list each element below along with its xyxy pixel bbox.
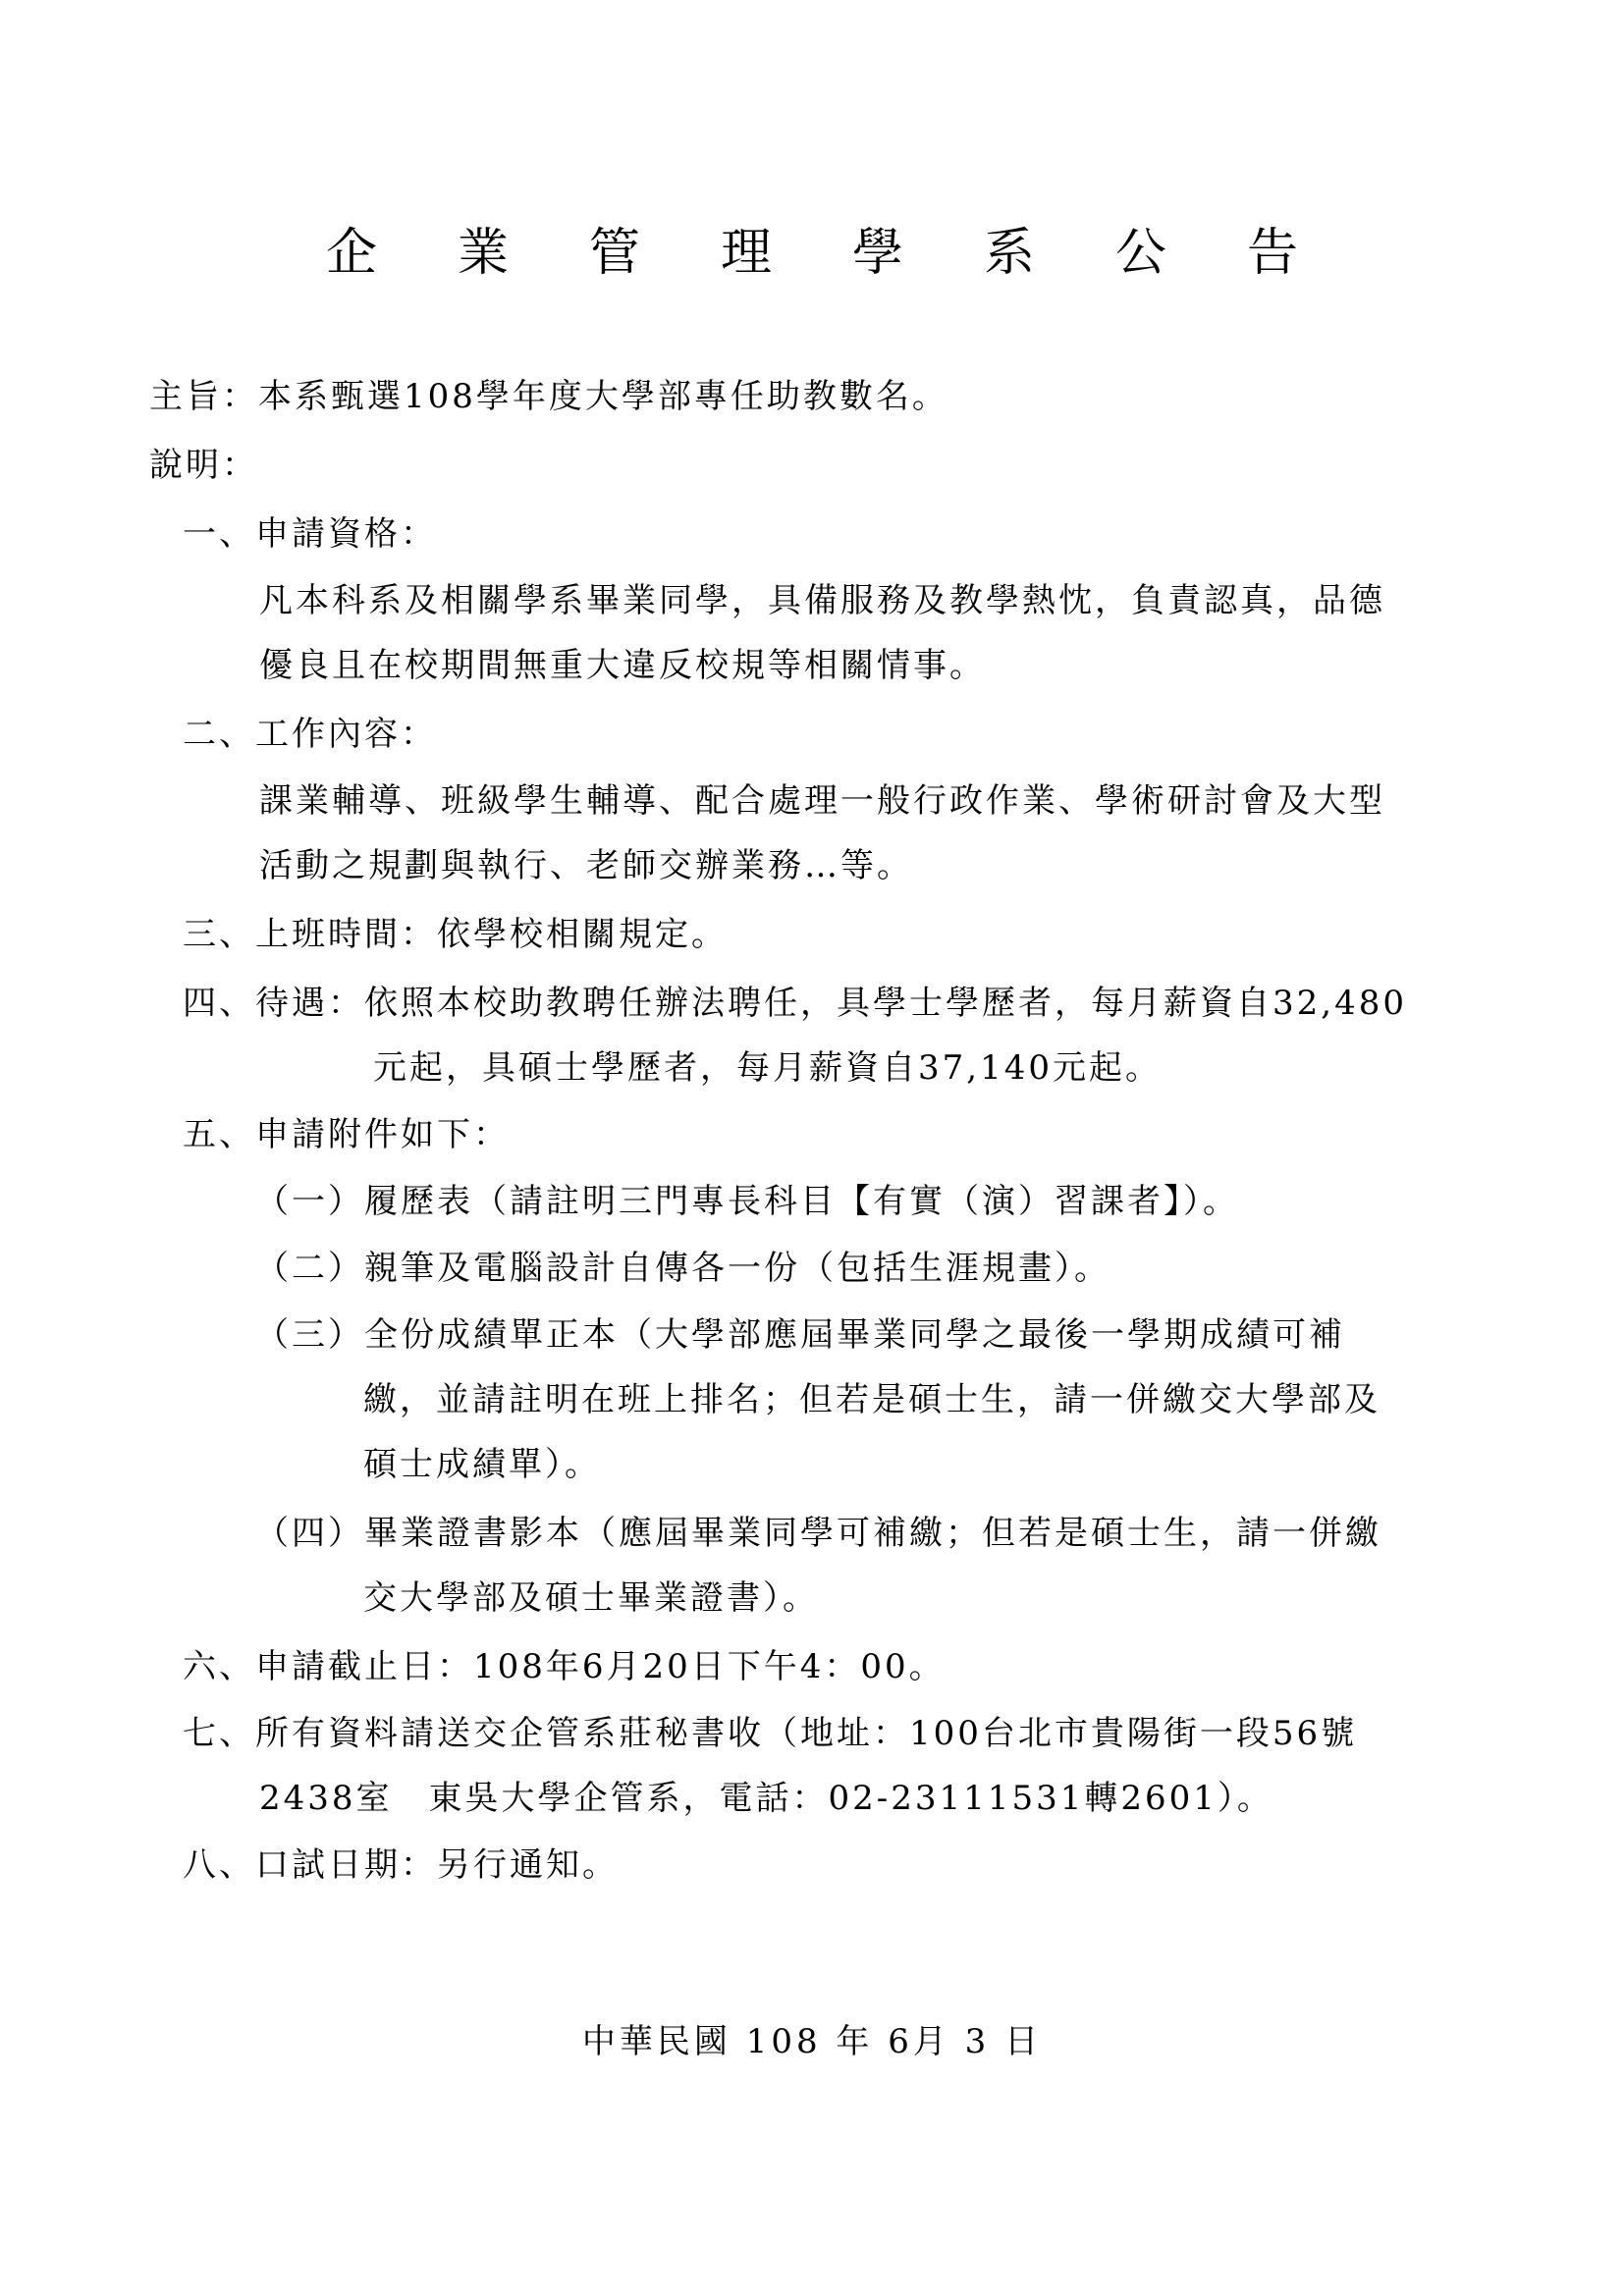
attachment-1: （一）履歷表（請註明三門專長科目【有實（演）習課者】）。	[255, 1182, 1239, 1221]
item-5-heading: 五、申請附件如下：	[183, 1115, 510, 1154]
announcement-date: 中華民國 108 年 6月 3 日	[581, 2022, 1043, 2061]
item-1-heading: 一、申請資格：	[183, 514, 437, 554]
item-2-text: 活動之規劃與執行、老師交辦業務…等。	[259, 846, 913, 885]
item-6: 六、申請截止日：108年6月20日下午4：00。	[183, 1647, 946, 1686]
item-3: 三、上班時間：依學校相關規定。	[183, 915, 728, 954]
page-title: 企業管理學系公告	[325, 224, 1379, 283]
attachment-3-text: 繳，並請註明在班上排名；但若是碩士生，請一併繳交大學部及	[363, 1380, 1380, 1419]
item-2-text: 課業輔導、班級學生輔導、配合處理一般行政作業、學術研討會及大型	[259, 781, 1385, 821]
attachment-4-text: 交大學部及碩士畢業證書）。	[363, 1578, 819, 1618]
item-8: 八、口試日期：另行通知。	[183, 1845, 619, 1885]
item-1-text: 優良且在校期間無重大違反校規等相關情事。	[259, 646, 986, 685]
item-1-text: 凡本科系及相關學系畢業同學，具備服務及教學熱忱，負責認真，品德	[259, 581, 1385, 620]
explain-label: 說明：	[149, 446, 258, 485]
item-4: 四、待遇：依照本校助教聘任辦法聘任，具學士學歷者，每月薪資自32,480	[183, 984, 1407, 1023]
item-2-heading: 二、工作內容：	[183, 715, 437, 754]
subject-line: 主旨：本系甄選108學年度大學部專任助教數名。	[149, 377, 948, 416]
attachment-3: （三）全份成績單正本（大學部應屆畢業同學之最後一學期成績可補	[255, 1315, 1345, 1355]
item-7-text: 2438室 東吳大學企管系，電話：02-23111531轉2601）。	[259, 1779, 1273, 1818]
attachment-4: （四）畢業證書影本（應屆畢業同學可補繳；但若是碩士生，請一併繳	[255, 1514, 1381, 1553]
item-4-text: 元起，具碩士學歷者，每月薪資自37,140元起。	[373, 1048, 1162, 1088]
attachment-2: （二）親筆及電腦設計自傳各一份（包括生涯規畫）。	[255, 1249, 1110, 1288]
item-7: 七、所有資料請送交企管系莊秘書收（地址：100台北市貴陽街一段56號	[183, 1714, 1358, 1753]
attachment-3-text: 碩士成績單）。	[363, 1445, 601, 1484]
